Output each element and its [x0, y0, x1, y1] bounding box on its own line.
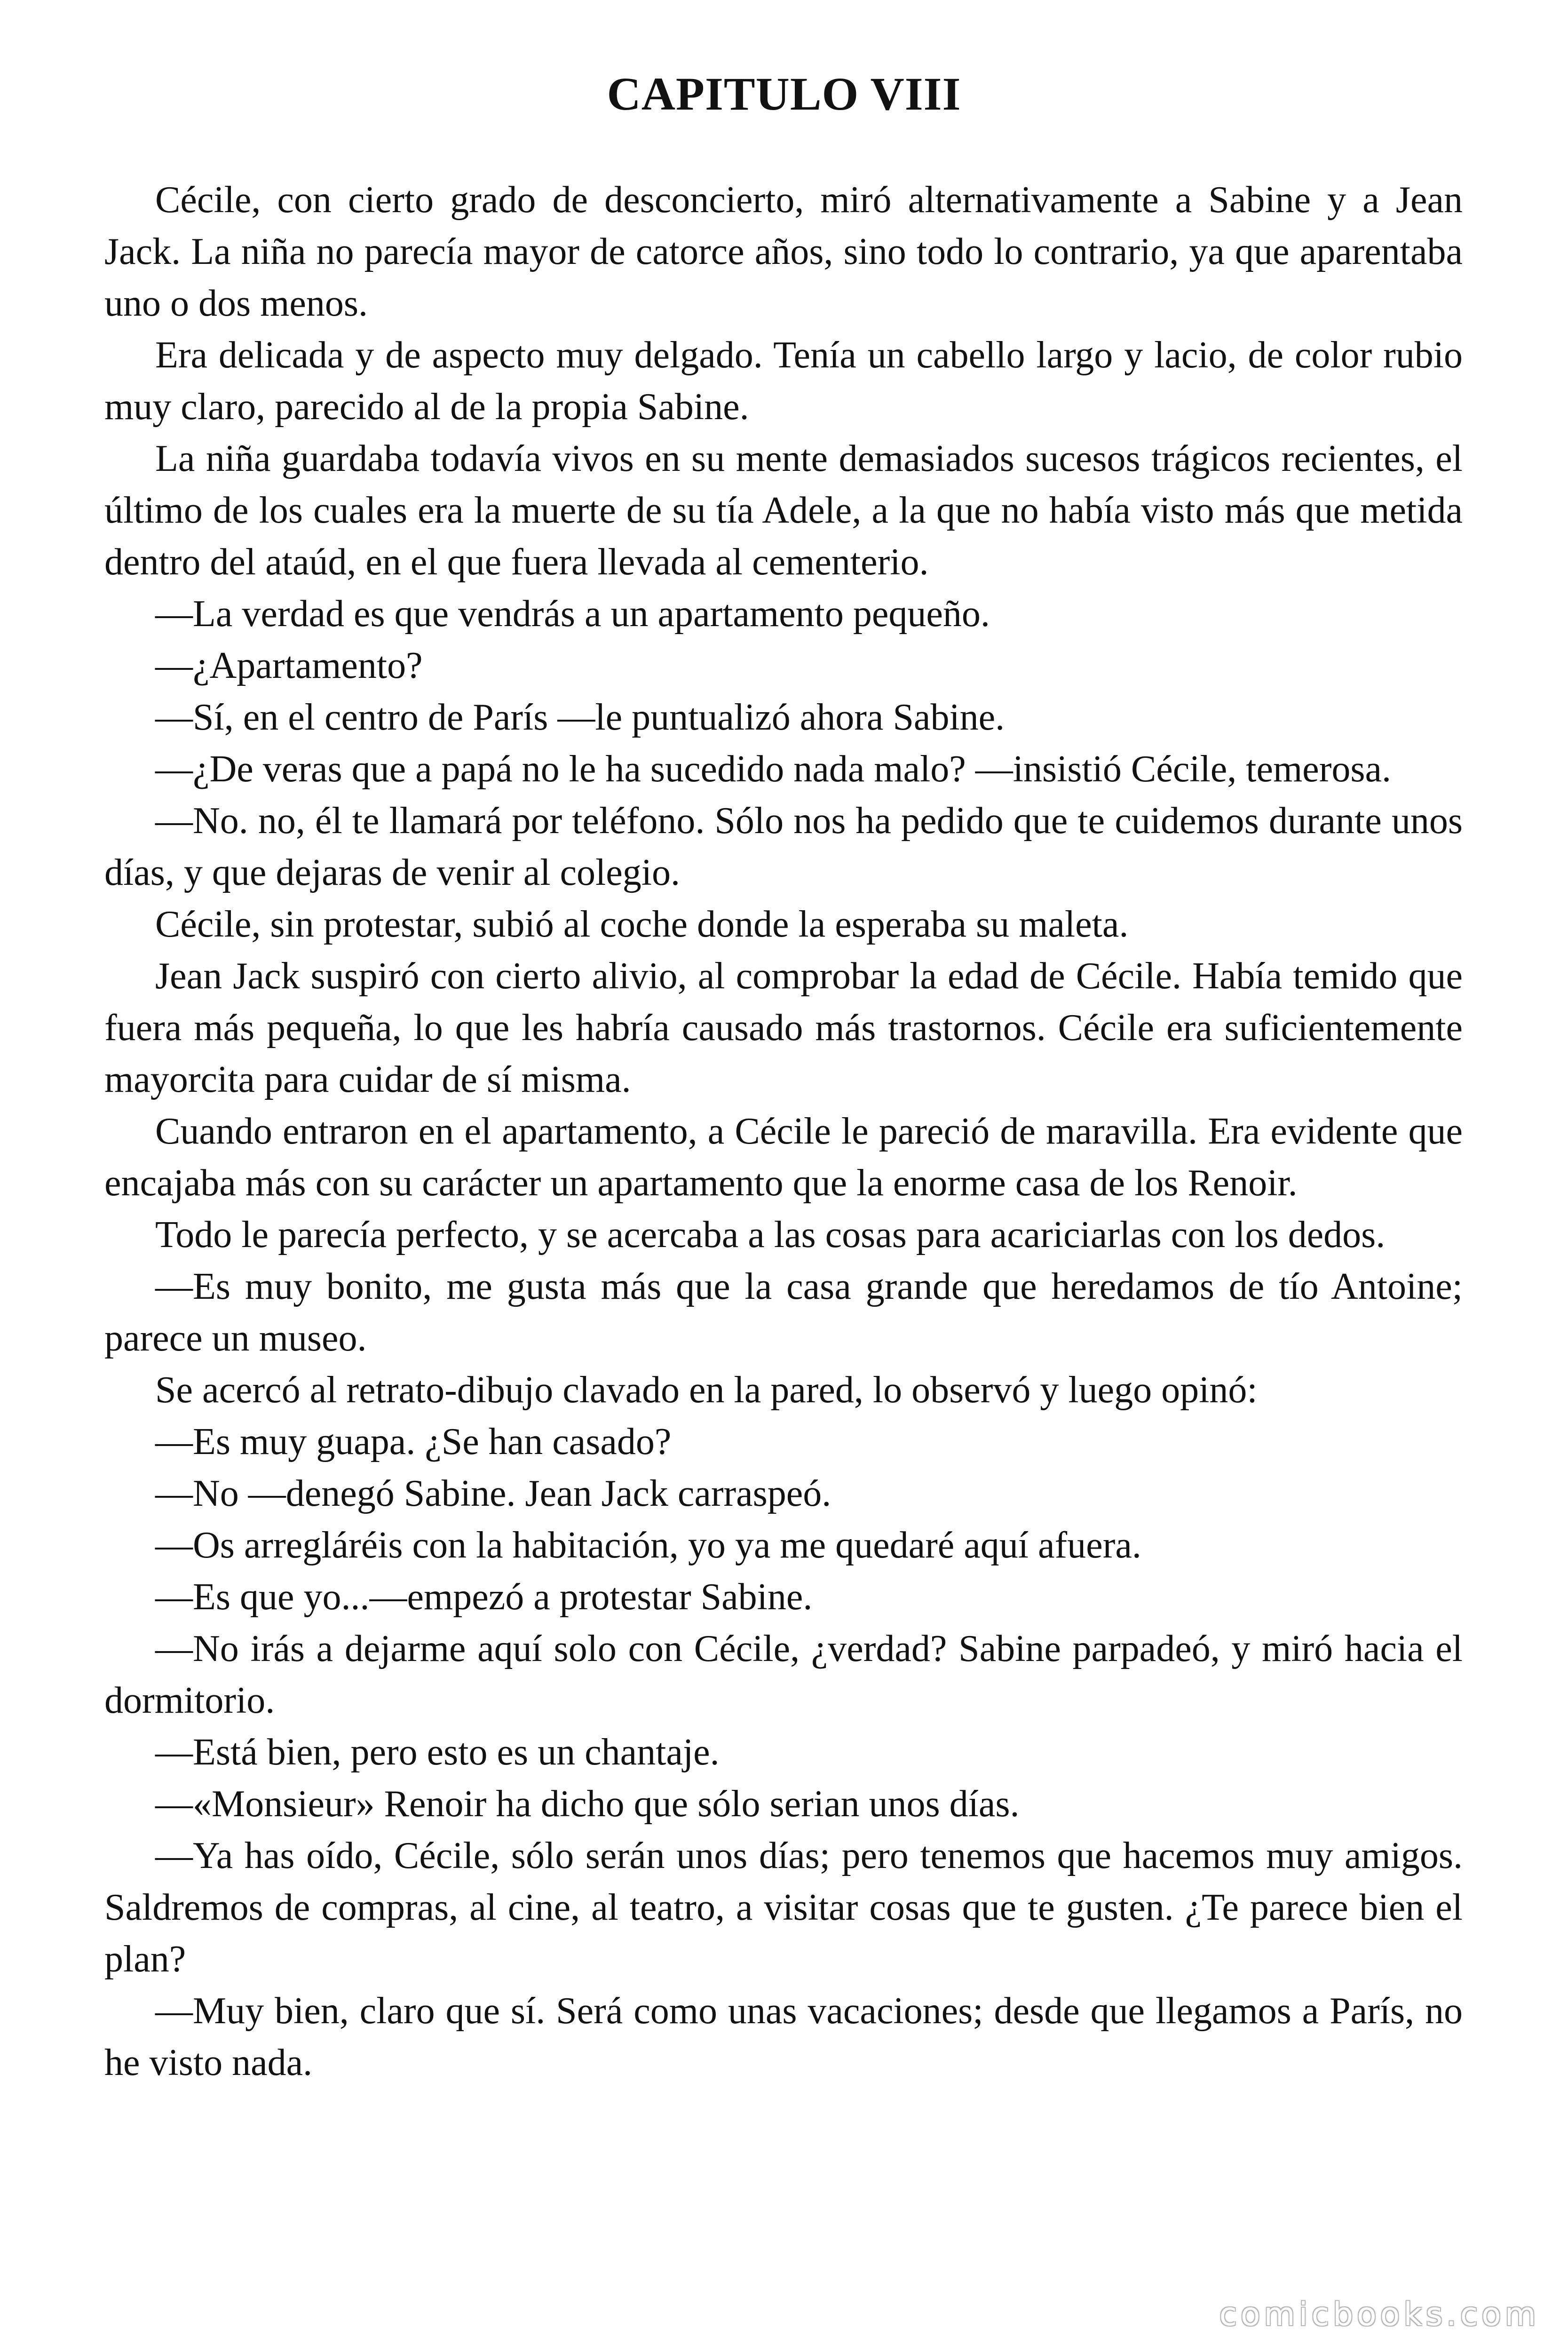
dialogue-line: —Es que yo...—empezó a protestar Sabine.: [155, 1576, 813, 1618]
watermark: comicbooks.com: [1219, 2296, 1540, 2333]
chapter-body: [104, 174, 1463, 2089]
paragraph: Se acercó al retrato-dibujo clavado en la pared, lo observó y luego opinó:: [155, 1369, 1258, 1411]
dialogue-line: —No. no, él te llamará por teléfono. Sólo nos ha pedido que te cuidemos durante unos días, y que dejaras de venir al colegio.: [104, 800, 1463, 893]
dialogue-line: —¿Apartamento?: [155, 645, 423, 686]
dialogue-line: —¿De veras que a papá no le ha sucedido nada malo? —insistió Cécile, temerosa.: [155, 748, 1391, 790]
dialogue-line: —«Monsieur» Renoir ha dicho que sólo serian unos días.: [155, 1783, 1020, 1825]
dialogue-line: —No —denegó Sabine. Jean Jack carraspeó.: [155, 1473, 832, 1514]
dialogue-line: —Está bien, pero esto es un chantaje.: [155, 1732, 720, 1773]
paragraph: La niña guardaba todavía vivos en su mente demasiados sucesos trágicos recientes, el último de los cuales era la muerte de su tía Adele, a la que no había visto más que metida dentro del ataúd, en el que fuera llevada al cementerio.: [104, 438, 1463, 583]
paragraph: Todo le parecía perfecto, y se acercaba a las cosas para acariciarlas con los dedos.: [155, 1214, 1386, 1255]
dialogue-line: —No irás a dejarme aquí solo con Cécile, ¿verdad? Sabine parpadeó, y miró hacia el dormitorio.: [104, 1628, 1463, 1721]
paragraph: Cécile, con cierto grado de desconcierto, miró alternativamente a Sabine y a Jean Jack. La niña no parecía mayor de catorce años, sino todo lo contrario, ya que aparentaba uno o dos menos.: [104, 179, 1463, 324]
paragraph: Cuando entraron en el apartamento, a Cécile le pareció de maravilla. Era evidente que encajaba más con su carácter un apartamento que la enorme casa de los Renoir.: [104, 1111, 1463, 1204]
paragraph: Jean Jack suspiró con cierto alivio, al comprobar la edad de Cécile. Había temido que fuera más pequeña, lo que les habría causado más trastornos. Cécile era suficientemente mayorcita para cuidar de sí misma.: [104, 955, 1463, 1100]
paragraph: Cécile, sin protestar, subió al coche donde la esperaba su maleta.: [155, 904, 1129, 945]
dialogue-line: —Os arregláréis con la habitación, yo ya me quedaré aquí afuera.: [155, 1525, 1141, 1566]
chapter-title: CAPITULO VIII: [607, 68, 961, 120]
dialogue-line: —Es muy guapa. ¿Se han casado?: [155, 1421, 672, 1462]
dialogue-line: —Es muy bonito, me gusta más que la casa grande que heredamos de tío Antoine; parece un museo.: [104, 1266, 1463, 1359]
dialogue-line: —Sí, en el centro de París —le puntualizó ahora Sabine.: [155, 697, 1005, 738]
dialogue-line: —Ya has oído, Cécile, sólo serán unos días; pero tenemos que hacemos muy amigos. Saldremos de compras, al cine, al teatro, a visitar cosas que te gusten. ¿Te parece bien el plan?: [104, 1835, 1463, 1980]
dialogue-line: —Muy bien, claro que sí. Será como unas vacaciones; desde que llegamos a París, no he visto nada.: [104, 1990, 1463, 2083]
dialogue-line: —La verdad es que vendrás a un apartamento pequeño.: [155, 593, 990, 635]
paragraph: Era delicada y de aspecto muy delgado. Tenía un cabello largo y lacio, de color rubio muy claro, parecido al de la propia Sabine.: [104, 334, 1463, 428]
